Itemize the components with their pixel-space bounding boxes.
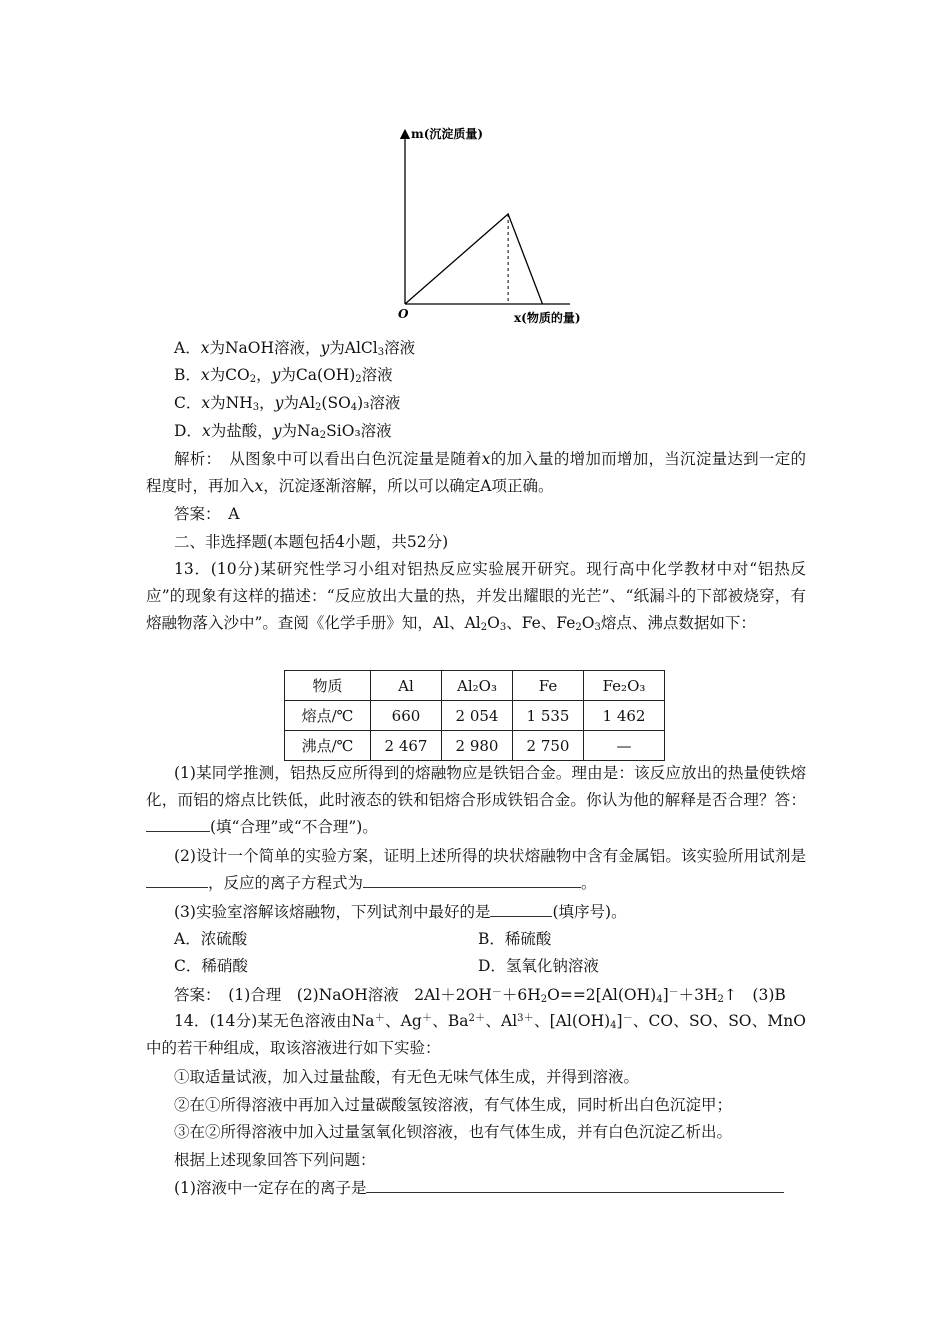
- answer-blank[interactable]: [490, 902, 552, 917]
- table-cell: 熔点/℃: [285, 701, 371, 731]
- answer-q13: 答案： (1)合理 (2)NaOH溶液 $2Al+2OH^-+6H_2O==2[Al(OH)_4]^-+3H_2↑$ (3)B: [174, 986, 786, 1005]
- q13-intro: 13．(10分)某研究性学习小组对铝热反应实验展开研究。现行高中化学教材中对“铝热反应”的现象有这样的描述：“反应放出大量的热，并发出耀眼的光芒”、“纸漏斗的下部被烧穿，有熔融物落入沙中”。查阅《化学手册》知，Al、$Al_2O_3$、Fe、$Fe_2O_3$熔点、沸点数据如下：: [146, 560, 806, 633]
- choice-b: B．稀硫酸: [478, 930, 552, 948]
- option-a: A．x为NaOH溶液，y为AlCl$_3$溶液: [174, 339, 416, 358]
- analysis-q12: 解析： 从图象中可以看出白色沉淀量是随着x的加入量的增加而增加，当沉淀量达到一定的程度时，再加入x，沉淀逐渐溶解，所以可以确定A项正确。: [146, 450, 806, 495]
- table-cell: 2 980: [442, 731, 513, 761]
- table-cell: 2 750: [513, 731, 584, 761]
- answer-blank[interactable]: [363, 873, 581, 888]
- table-cell: 1 462: [584, 701, 665, 731]
- table-cell: 沸点/℃: [285, 731, 371, 761]
- x-axis-label: x(物质的量): [514, 311, 581, 325]
- answer-blank[interactable]: [146, 817, 210, 832]
- option-c: C．x为$NH_3$，y为$Al_2(SO_4)_3$溶液: [174, 394, 401, 413]
- answer-blank[interactable]: [366, 1178, 784, 1193]
- choice-c: C．稀硝酸: [174, 957, 248, 975]
- table-cell: Fe: [513, 671, 584, 701]
- q14-step-3: ③在②所得溶液中加入过量氢氧化钡溶液，也有气体生成，并有白色沉淀乙析出。: [174, 1123, 733, 1141]
- q14-sub1: (1)溶液中一定存在的离子是: [174, 1178, 784, 1198]
- table-cell: 1 535: [513, 701, 584, 731]
- precipitate-chart: [380, 120, 600, 330]
- table-cell: 物质: [285, 671, 371, 701]
- y-axis-label: m(沉淀质量): [411, 127, 484, 141]
- q13-part1: (1)某同学推测，铝热反应所得到的熔融物应是铁铝合金。理由是：该反应放出的热量使铁熔化，而铝的熔点比铁低，此时液态的铁和铝熔合形成铁铝合金。你认为他的解释是否合理？答：(填“合理”或“不合理”)。: [146, 764, 806, 836]
- table-cell: 660: [371, 701, 442, 731]
- table-cell: Fe₂O₃: [584, 671, 665, 701]
- answer-blank[interactable]: [146, 873, 208, 888]
- table-cell: Al₂O₃: [442, 671, 513, 701]
- q14-prompt: 根据上述现象回答下列问题：: [174, 1151, 376, 1169]
- melting-boiling-table: [284, 670, 665, 761]
- table-header-row: [285, 671, 665, 701]
- q14-step-1: ①取适量试液，加入过量盐酸，有无色无味气体生成，并得到溶液。: [174, 1068, 640, 1086]
- table-cell: —: [584, 731, 665, 761]
- choice-a: A．浓硫酸: [174, 930, 248, 948]
- option-d: D．x为盐酸，y为$Na_2SiO_3$溶液: [174, 422, 392, 441]
- q14-intro: 14．(14分)某无色溶液由Na＋、Ag＋、$Ba^{2+}$、$Al^{3+}$、$[Al(OH)_4]^-$、CO、SO、SO、MnO中的若干种组成，取该溶液进行如下实验：: [146, 1012, 806, 1057]
- choice-d: D．氢氧化钠溶液: [478, 957, 599, 975]
- section-heading: 二、非选择题(本题包括4小题，共52分): [174, 533, 449, 551]
- table-cell: Al: [371, 671, 442, 701]
- origin-label: O: [398, 307, 409, 321]
- table-row: [285, 701, 665, 731]
- table-cell: 2 054: [442, 701, 513, 731]
- q13-part2: (2)设计一个简单的实验方案，证明上述所得的块状熔融物中含有金属铝。该实验所用试剂是，反应的离子方程式为 。: [146, 843, 806, 897]
- table-cell: 2 467: [371, 731, 442, 761]
- q13-part3: (3)实验室溶解该熔融物，下列试剂中最好的是 (填序号)。: [174, 903, 627, 921]
- option-b: B．x为$CO_2$，y为$Ca(OH)_2$溶液: [174, 366, 393, 385]
- table-row: [285, 731, 665, 761]
- q14-step-2: ②在①所得溶液中再加入过量碳酸氢铵溶液，有气体生成，同时析出白色沉淀甲；: [174, 1096, 733, 1114]
- answer-q12: 答案： A: [174, 505, 240, 523]
- series-line: [405, 214, 543, 304]
